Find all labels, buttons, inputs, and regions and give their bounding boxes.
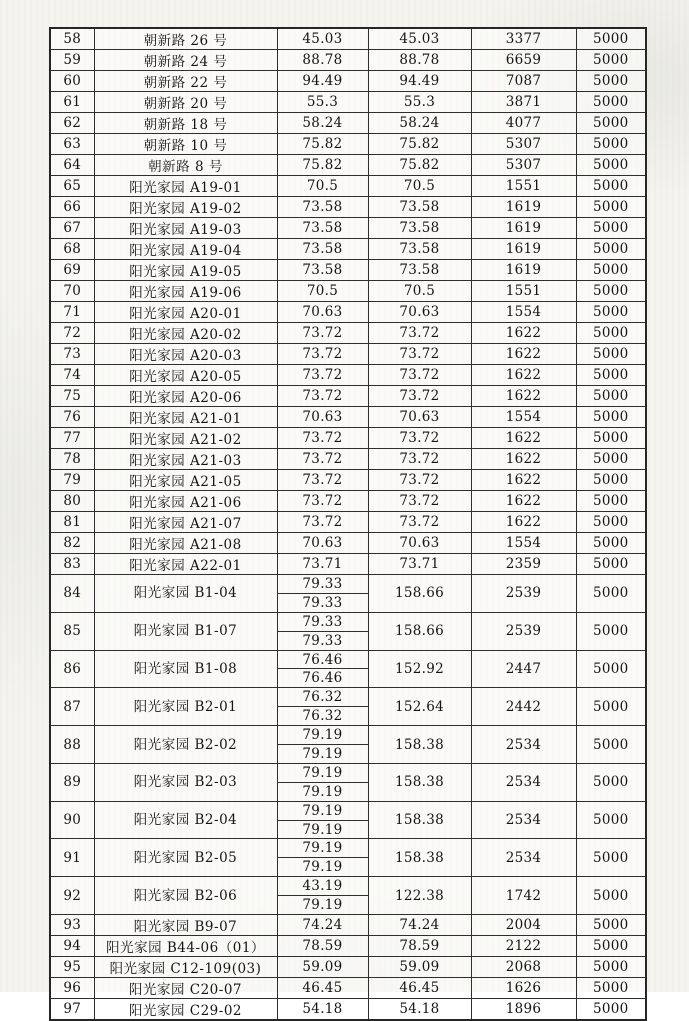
total-area-cell: 54.18 [368, 999, 471, 1021]
total-area-cell: 75.82 [368, 155, 471, 176]
area-cell: 76.32 [277, 707, 368, 726]
amount-cell: 7087 [471, 71, 576, 92]
fee-table-row [50, 877, 646, 896]
fee-table-row [50, 726, 646, 745]
limit-cell: 5000 [576, 386, 646, 407]
area-cell: 43.19 [277, 877, 368, 896]
amount-cell: 2534 [471, 763, 576, 801]
area-cell: 76.46 [277, 669, 368, 688]
amount-cell: 1742 [471, 877, 576, 915]
amount-cell: 2068 [471, 957, 576, 978]
row-number-cell: 70 [50, 281, 94, 302]
amount-cell: 4077 [471, 113, 576, 134]
row-number-cell: 74 [50, 365, 94, 386]
area-cell: 74.24 [277, 915, 368, 936]
total-area-cell: 73.58 [368, 197, 471, 218]
address-cell: 朝新路 10 号 [94, 134, 277, 155]
area-cell: 78.59 [277, 936, 368, 957]
fee-table-row [50, 533, 646, 554]
amount-cell: 2534 [471, 726, 576, 764]
fee-table-row [50, 407, 646, 428]
address-cell: 阳光家园 B2-02 [94, 726, 277, 764]
total-area-cell: 73.58 [368, 260, 471, 281]
total-area-cell: 158.38 [368, 801, 471, 839]
total-area-cell: 70.63 [368, 302, 471, 323]
area-cell: 73.72 [277, 344, 368, 365]
total-area-cell: 158.38 [368, 726, 471, 764]
limit-cell: 5000 [576, 554, 646, 575]
fee-table-row [50, 936, 646, 957]
area-cell: 73.58 [277, 260, 368, 281]
amount-cell: 1622 [471, 386, 576, 407]
area-cell: 73.72 [277, 470, 368, 491]
address-cell: 阳光家园 B9-07 [94, 915, 277, 936]
total-area-cell: 70.63 [368, 533, 471, 554]
total-area-cell: 152.64 [368, 688, 471, 726]
fee-table-row [50, 386, 646, 407]
area-cell: 59.09 [277, 957, 368, 978]
row-number-cell: 64 [50, 155, 94, 176]
fee-table-row [50, 763, 646, 782]
address-cell: 阳光家园 B1-04 [94, 575, 277, 613]
row-number-cell: 88 [50, 726, 94, 764]
total-area-cell: 73.72 [368, 365, 471, 386]
area-cell: 70.63 [277, 407, 368, 428]
area-cell: 73.72 [277, 428, 368, 449]
total-area-cell: 59.09 [368, 957, 471, 978]
limit-cell: 5000 [576, 323, 646, 344]
limit-cell: 5000 [576, 978, 646, 999]
row-number-cell: 76 [50, 407, 94, 428]
limit-cell: 5000 [576, 650, 646, 688]
total-area-cell: 158.38 [368, 763, 471, 801]
total-area-cell: 45.03 [368, 28, 471, 50]
limit-cell: 5000 [576, 688, 646, 726]
amount-cell: 1551 [471, 176, 576, 197]
total-area-cell: 158.38 [368, 839, 471, 877]
total-area-cell: 73.72 [368, 470, 471, 491]
fee-table [49, 27, 647, 1021]
area-cell: 73.72 [277, 386, 368, 407]
address-cell: 阳光家园 A21-07 [94, 512, 277, 533]
total-area-cell: 75.82 [368, 134, 471, 155]
area-cell: 79.19 [277, 858, 368, 877]
amount-cell: 2447 [471, 650, 576, 688]
limit-cell: 5000 [576, 260, 646, 281]
row-number-cell: 83 [50, 554, 94, 575]
row-number-cell: 90 [50, 801, 94, 839]
address-cell: 阳光家园 C20-07 [94, 978, 277, 999]
total-area-cell: 74.24 [368, 915, 471, 936]
limit-cell: 5000 [576, 113, 646, 134]
address-cell: 阳光家园 A22-01 [94, 554, 277, 575]
address-cell: 阳光家园 A21-06 [94, 491, 277, 512]
address-cell: 阳光家园 A19-04 [94, 239, 277, 260]
limit-cell: 5000 [576, 28, 646, 50]
limit-cell: 5000 [576, 957, 646, 978]
total-area-cell: 122.38 [368, 877, 471, 915]
limit-cell: 5000 [576, 877, 646, 915]
row-number-cell: 67 [50, 218, 94, 239]
fee-table-row [50, 957, 646, 978]
fee-table-body [50, 28, 646, 1020]
limit-cell: 5000 [576, 50, 646, 71]
limit-cell: 5000 [576, 239, 646, 260]
row-number-cell: 82 [50, 533, 94, 554]
row-number-cell: 93 [50, 915, 94, 936]
limit-cell: 5000 [576, 365, 646, 386]
total-area-cell: 73.72 [368, 512, 471, 533]
amount-cell: 1622 [471, 344, 576, 365]
amount-cell: 6659 [471, 50, 576, 71]
address-cell: 阳光家园 B2-06 [94, 877, 277, 915]
limit-cell: 5000 [576, 726, 646, 764]
amount-cell: 1619 [471, 218, 576, 239]
fee-table-row [50, 113, 646, 134]
limit-cell: 5000 [576, 470, 646, 491]
fee-table-row [50, 978, 646, 999]
amount-cell: 1622 [471, 428, 576, 449]
address-cell: 阳光家园 C29-02 [94, 999, 277, 1021]
area-cell: 76.32 [277, 688, 368, 707]
fee-table-row [50, 71, 646, 92]
total-area-cell: 73.72 [368, 491, 471, 512]
limit-cell: 5000 [576, 281, 646, 302]
row-number-cell: 77 [50, 428, 94, 449]
total-area-cell: 73.72 [368, 344, 471, 365]
limit-cell: 5000 [576, 407, 646, 428]
row-number-cell: 63 [50, 134, 94, 155]
area-cell: 94.49 [277, 71, 368, 92]
fee-table-row [50, 650, 646, 669]
area-cell: 73.58 [277, 197, 368, 218]
fee-table-row [50, 428, 646, 449]
amount-cell: 1626 [471, 978, 576, 999]
limit-cell: 5000 [576, 763, 646, 801]
area-cell: 79.19 [277, 726, 368, 745]
area-cell: 73.58 [277, 218, 368, 239]
address-cell: 阳光家园 A20-03 [94, 344, 277, 365]
amount-cell: 1619 [471, 239, 576, 260]
total-area-cell: 78.59 [368, 936, 471, 957]
total-area-cell: 158.66 [368, 612, 471, 650]
address-cell: 阳光家园 B2-01 [94, 688, 277, 726]
area-cell: 79.19 [277, 763, 368, 782]
limit-cell: 5000 [576, 612, 646, 650]
limit-cell: 5000 [576, 512, 646, 533]
row-number-cell: 59 [50, 50, 94, 71]
area-cell: 73.72 [277, 365, 368, 386]
total-area-cell: 46.45 [368, 978, 471, 999]
fee-table-row [50, 612, 646, 631]
address-cell: 阳光家园 B1-07 [94, 612, 277, 650]
amount-cell: 1622 [471, 449, 576, 470]
row-number-cell: 68 [50, 239, 94, 260]
fee-table-row [50, 470, 646, 491]
area-cell: 73.72 [277, 449, 368, 470]
amount-cell: 2359 [471, 554, 576, 575]
area-cell: 70.63 [277, 533, 368, 554]
row-number-cell: 95 [50, 957, 94, 978]
limit-cell: 5000 [576, 801, 646, 839]
area-cell: 79.33 [277, 593, 368, 612]
amount-cell: 1622 [471, 491, 576, 512]
limit-cell: 5000 [576, 936, 646, 957]
total-area-cell: 73.71 [368, 554, 471, 575]
row-number-cell: 96 [50, 978, 94, 999]
amount-cell: 1619 [471, 260, 576, 281]
total-area-cell: 73.58 [368, 218, 471, 239]
total-area-cell: 152.92 [368, 650, 471, 688]
fee-table-row [50, 92, 646, 113]
limit-cell: 5000 [576, 449, 646, 470]
row-number-cell: 97 [50, 999, 94, 1021]
row-number-cell: 58 [50, 28, 94, 50]
fee-table-row [50, 999, 646, 1021]
amount-cell: 1622 [471, 365, 576, 386]
fee-table-row [50, 260, 646, 281]
fee-table-row [50, 554, 646, 575]
row-number-cell: 92 [50, 877, 94, 915]
address-cell: 阳光家园 A20-01 [94, 302, 277, 323]
area-cell: 58.24 [277, 113, 368, 134]
row-number-cell: 94 [50, 936, 94, 957]
area-cell: 70.5 [277, 281, 368, 302]
area-cell: 79.19 [277, 896, 368, 915]
fee-table-row [50, 323, 646, 344]
address-cell: 朝新路 8 号 [94, 155, 277, 176]
total-area-cell: 73.72 [368, 323, 471, 344]
address-cell: 阳光家园 B2-03 [94, 763, 277, 801]
address-cell: 朝新路 18 号 [94, 113, 277, 134]
amount-cell: 2539 [471, 612, 576, 650]
amount-cell: 1551 [471, 281, 576, 302]
fee-table-row [50, 28, 646, 50]
total-area-cell: 73.72 [368, 386, 471, 407]
area-cell: 76.46 [277, 650, 368, 669]
amount-cell: 2534 [471, 839, 576, 877]
fee-table-row [50, 575, 646, 594]
amount-cell: 1622 [471, 323, 576, 344]
area-cell: 88.78 [277, 50, 368, 71]
fee-table-row [50, 365, 646, 386]
row-number-cell: 73 [50, 344, 94, 365]
fee-table-row [50, 302, 646, 323]
row-number-cell: 65 [50, 176, 94, 197]
address-cell: 阳光家园 B2-04 [94, 801, 277, 839]
address-cell: 阳光家园 A19-03 [94, 218, 277, 239]
amount-cell: 2004 [471, 915, 576, 936]
total-area-cell: 55.3 [368, 92, 471, 113]
amount-cell: 2539 [471, 575, 576, 613]
row-number-cell: 60 [50, 71, 94, 92]
total-area-cell: 158.66 [368, 575, 471, 613]
address-cell: 阳光家园 A20-05 [94, 365, 277, 386]
total-area-cell: 58.24 [368, 113, 471, 134]
address-cell: 阳光家园 A21-03 [94, 449, 277, 470]
address-cell: 阳光家园 A19-02 [94, 197, 277, 218]
row-number-cell: 85 [50, 612, 94, 650]
total-area-cell: 70.5 [368, 176, 471, 197]
limit-cell: 5000 [576, 197, 646, 218]
fee-table-row [50, 176, 646, 197]
limit-cell: 5000 [576, 92, 646, 113]
total-area-cell: 73.72 [368, 428, 471, 449]
row-number-cell: 86 [50, 650, 94, 688]
area-cell: 75.82 [277, 134, 368, 155]
area-cell: 75.82 [277, 155, 368, 176]
total-area-cell: 70.63 [368, 407, 471, 428]
address-cell: 阳光家园 A19-05 [94, 260, 277, 281]
area-cell: 73.71 [277, 554, 368, 575]
amount-cell: 1622 [471, 512, 576, 533]
area-cell: 73.72 [277, 512, 368, 533]
area-cell: 46.45 [277, 978, 368, 999]
area-cell: 73.58 [277, 239, 368, 260]
area-cell: 45.03 [277, 28, 368, 50]
row-number-cell: 78 [50, 449, 94, 470]
address-cell: 阳光家园 A21-01 [94, 407, 277, 428]
amount-cell: 1896 [471, 999, 576, 1021]
row-number-cell: 84 [50, 575, 94, 613]
amount-cell: 2442 [471, 688, 576, 726]
fee-table-row [50, 491, 646, 512]
row-number-cell: 62 [50, 113, 94, 134]
row-number-cell: 66 [50, 197, 94, 218]
amount-cell: 5307 [471, 155, 576, 176]
fee-table-row [50, 801, 646, 820]
row-number-cell: 75 [50, 386, 94, 407]
fee-table-row [50, 512, 646, 533]
total-area-cell: 70.5 [368, 281, 471, 302]
area-cell: 79.19 [277, 820, 368, 839]
area-cell: 79.19 [277, 801, 368, 820]
row-number-cell: 81 [50, 512, 94, 533]
fee-table-row [50, 449, 646, 470]
area-cell: 54.18 [277, 999, 368, 1021]
fee-table-row [50, 344, 646, 365]
limit-cell: 5000 [576, 176, 646, 197]
address-cell: 朝新路 24 号 [94, 50, 277, 71]
area-cell: 79.33 [277, 631, 368, 650]
area-cell: 79.19 [277, 839, 368, 858]
area-cell: 70.5 [277, 176, 368, 197]
fee-table-row [50, 50, 646, 71]
amount-cell: 1554 [471, 302, 576, 323]
row-number-cell: 61 [50, 92, 94, 113]
address-cell: 阳光家园 A21-02 [94, 428, 277, 449]
limit-cell: 5000 [576, 155, 646, 176]
total-area-cell: 73.72 [368, 449, 471, 470]
row-number-cell: 71 [50, 302, 94, 323]
limit-cell: 5000 [576, 71, 646, 92]
area-cell: 73.72 [277, 323, 368, 344]
limit-cell: 5000 [576, 428, 646, 449]
amount-cell: 1619 [471, 197, 576, 218]
limit-cell: 5000 [576, 533, 646, 554]
row-number-cell: 72 [50, 323, 94, 344]
row-number-cell: 79 [50, 470, 94, 491]
fee-table-row [50, 218, 646, 239]
row-number-cell: 89 [50, 763, 94, 801]
total-area-cell: 88.78 [368, 50, 471, 71]
fee-table-row [50, 134, 646, 155]
limit-cell: 5000 [576, 302, 646, 323]
address-cell: 阳光家园 B44-06（01） [94, 936, 277, 957]
fee-table-row [50, 839, 646, 858]
limit-cell: 5000 [576, 575, 646, 613]
address-cell: 阳光家园 A21-08 [94, 533, 277, 554]
limit-cell: 5000 [576, 491, 646, 512]
total-area-cell: 94.49 [368, 71, 471, 92]
limit-cell: 5000 [576, 134, 646, 155]
limit-cell: 5000 [576, 218, 646, 239]
fee-table-row [50, 197, 646, 218]
limit-cell: 5000 [576, 839, 646, 877]
address-cell: 阳光家园 A20-02 [94, 323, 277, 344]
address-cell: 阳光家园 C12-109(03) [94, 957, 277, 978]
amount-cell: 1554 [471, 533, 576, 554]
fee-table-row [50, 915, 646, 936]
address-cell: 阳光家园 A21-05 [94, 470, 277, 491]
address-cell: 朝新路 22 号 [94, 71, 277, 92]
area-cell: 55.3 [277, 92, 368, 113]
address-cell: 阳光家园 A19-01 [94, 176, 277, 197]
area-cell: 79.33 [277, 575, 368, 594]
amount-cell: 3377 [471, 28, 576, 50]
row-number-cell: 69 [50, 260, 94, 281]
area-cell: 79.19 [277, 782, 368, 801]
address-cell: 阳光家园 B1-08 [94, 650, 277, 688]
fee-table-row [50, 688, 646, 707]
amount-cell: 1554 [471, 407, 576, 428]
area-cell: 73.72 [277, 491, 368, 512]
row-number-cell: 80 [50, 491, 94, 512]
amount-cell: 2122 [471, 936, 576, 957]
area-cell: 79.33 [277, 612, 368, 631]
total-area-cell: 73.58 [368, 239, 471, 260]
area-cell: 79.19 [277, 745, 368, 764]
address-cell: 朝新路 26 号 [94, 28, 277, 50]
fee-table-row [50, 155, 646, 176]
amount-cell: 5307 [471, 134, 576, 155]
amount-cell: 1622 [471, 470, 576, 491]
row-number-cell: 87 [50, 688, 94, 726]
limit-cell: 5000 [576, 999, 646, 1021]
address-cell: 阳光家园 A20-06 [94, 386, 277, 407]
address-cell: 阳光家园 A19-06 [94, 281, 277, 302]
fee-table-row [50, 281, 646, 302]
row-number-cell: 91 [50, 839, 94, 877]
fee-table-row [50, 239, 646, 260]
limit-cell: 5000 [576, 915, 646, 936]
amount-cell: 2534 [471, 801, 576, 839]
address-cell: 阳光家园 B2-05 [94, 839, 277, 877]
area-cell: 70.63 [277, 302, 368, 323]
address-cell: 朝新路 20 号 [94, 92, 277, 113]
limit-cell: 5000 [576, 344, 646, 365]
amount-cell: 3871 [471, 92, 576, 113]
